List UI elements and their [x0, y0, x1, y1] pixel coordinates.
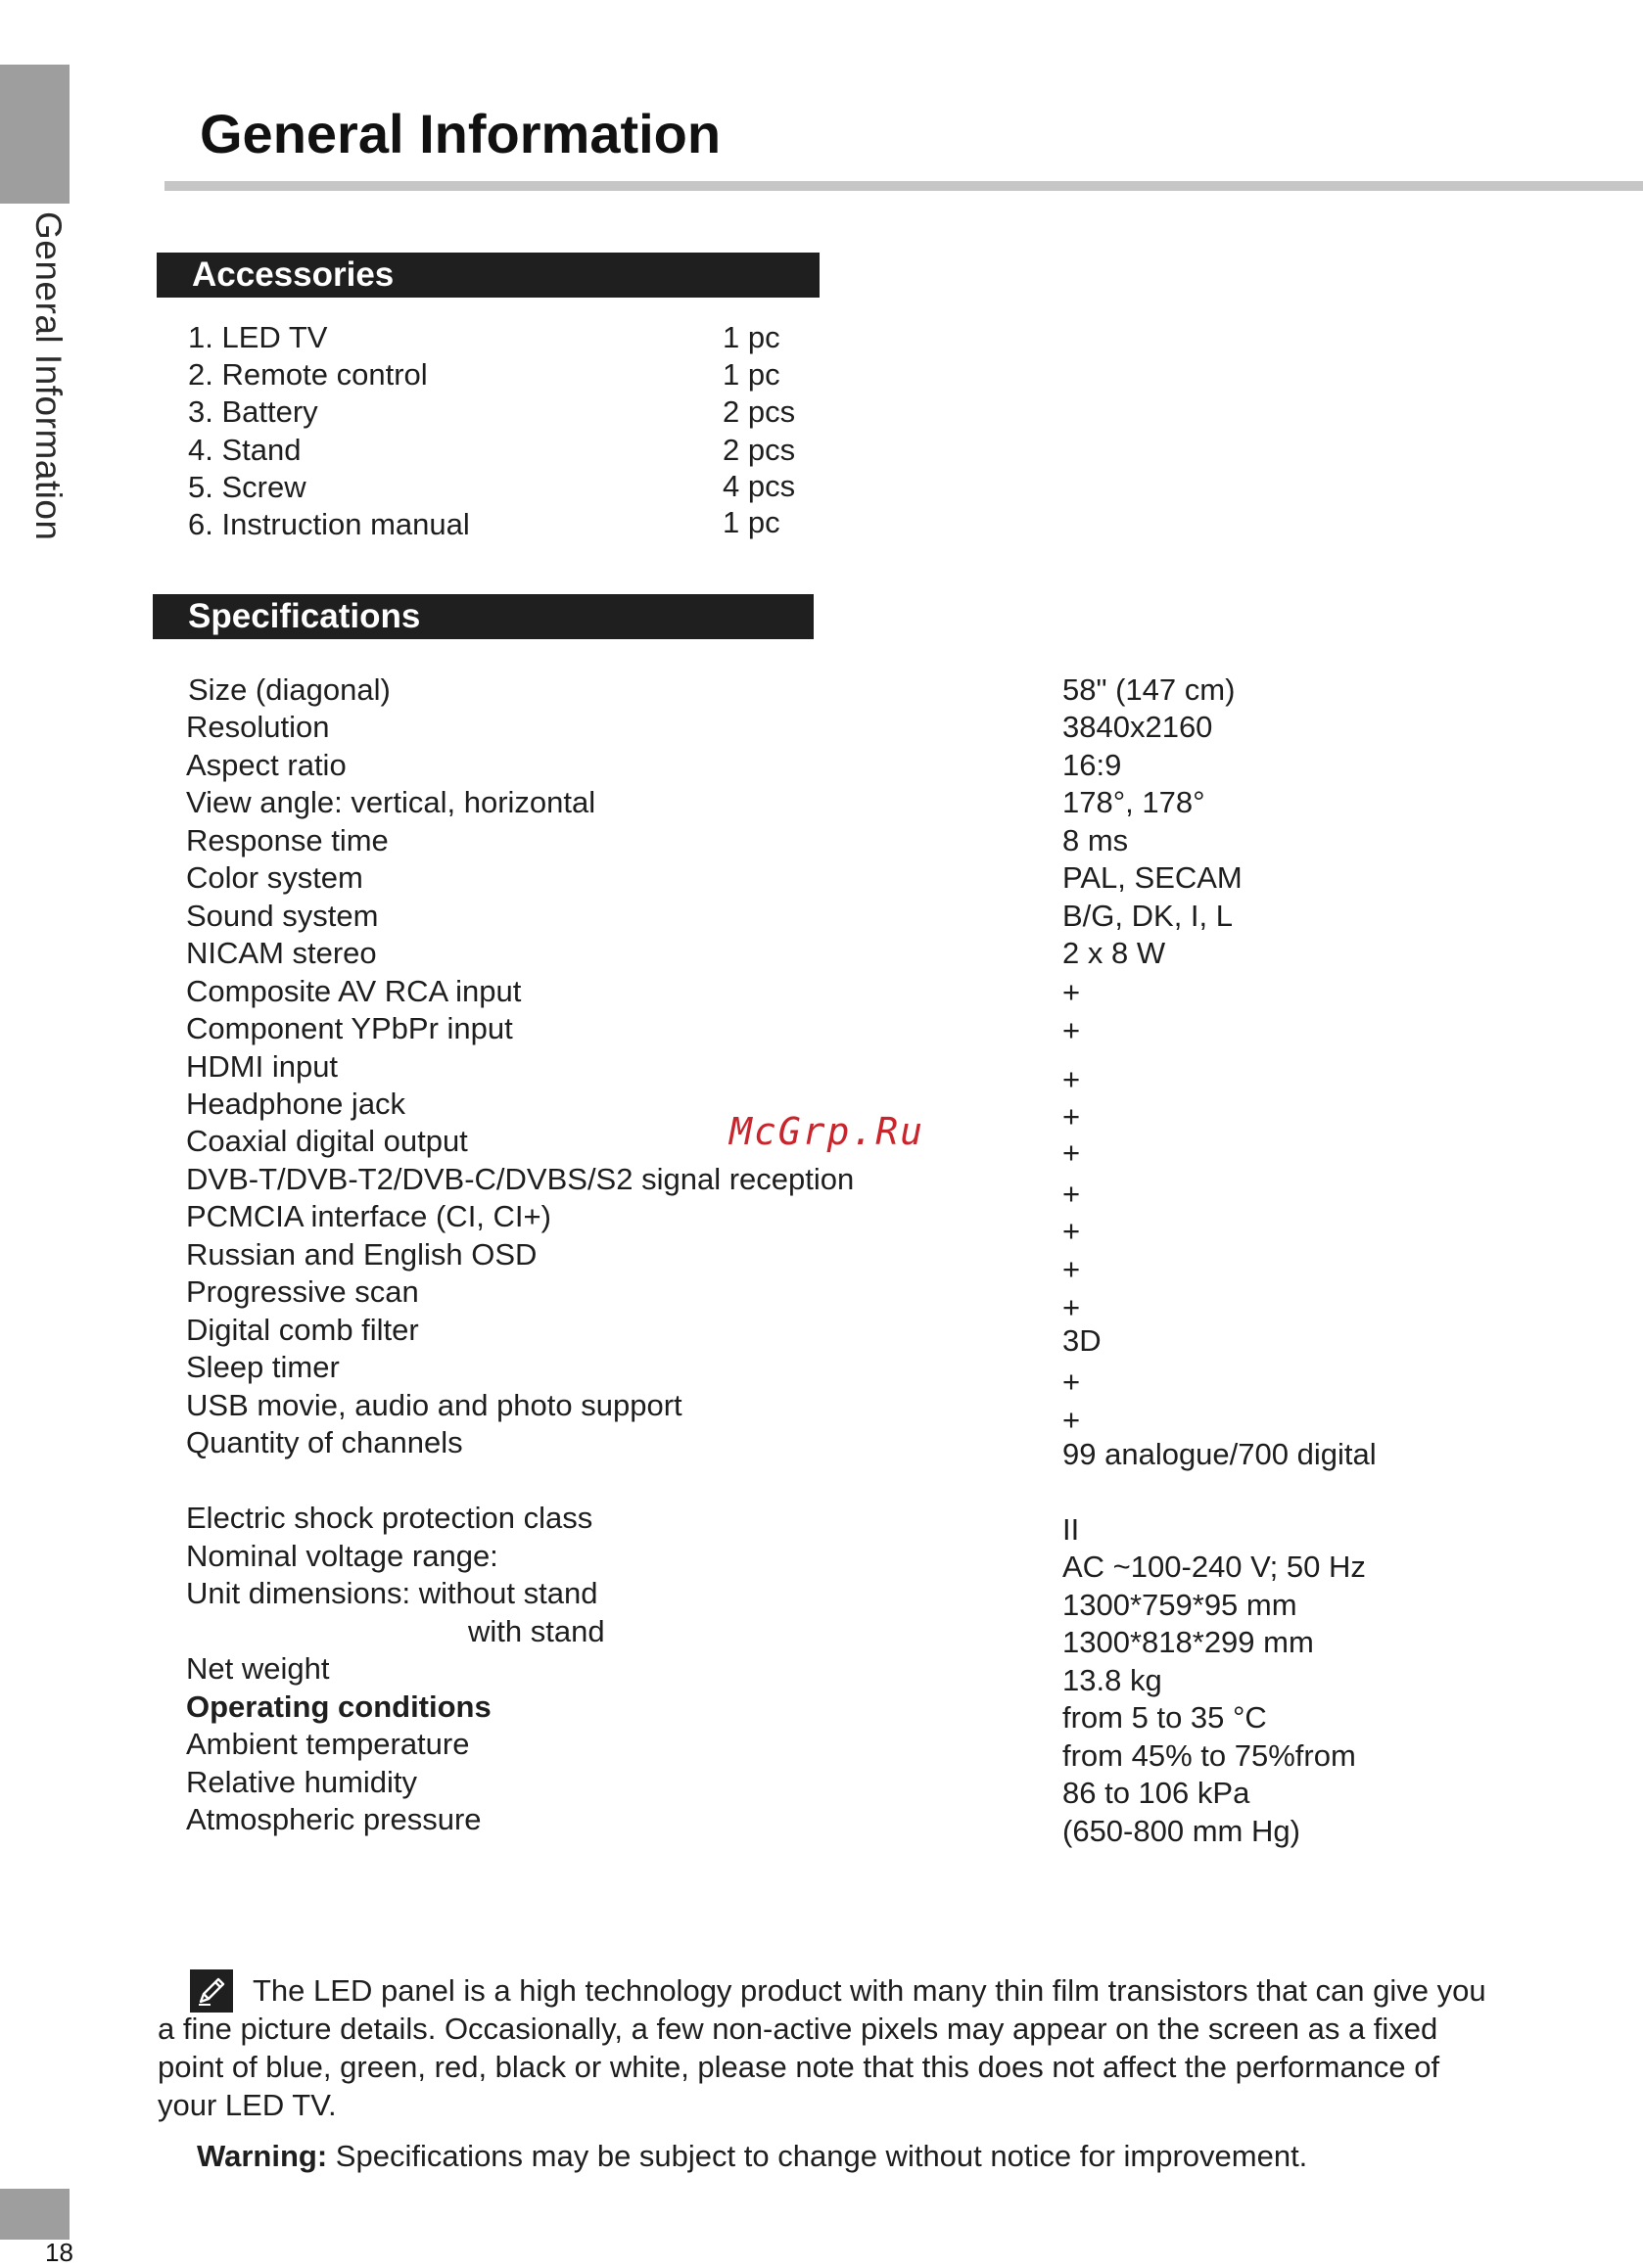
spec-label: Aspect ratio [186, 748, 347, 782]
spec-label: Net weight [186, 1651, 330, 1686]
spec-label: Response time [186, 823, 389, 857]
spec-value: + [1062, 1214, 1081, 1248]
spec-value: + [1062, 975, 1081, 1009]
spec-label: Quantity of channels [186, 1425, 463, 1459]
spec-value: 13.8 kg [1062, 1663, 1162, 1697]
spec-label: DVB-T/DVB-T2/DVB-C/DVBS/S2 signal reception [186, 1162, 855, 1196]
spec-value: + [1062, 1252, 1081, 1286]
spec-value: 3840x2160 [1062, 710, 1213, 744]
spec-label: Resolution [186, 710, 330, 744]
spec-value: + [1062, 1099, 1081, 1134]
spec-label-operating-conditions: Operating conditions [186, 1689, 492, 1724]
spec-value: 99 analogue/700 digital [1062, 1437, 1377, 1471]
spec-label: Relative humidity [186, 1765, 418, 1799]
spec-label: Component YPbPr input [186, 1011, 513, 1045]
watermark-text: McGrp.Ru [729, 1110, 925, 1153]
spec-label: Color system [186, 860, 363, 895]
spec-value: + [1062, 1013, 1081, 1047]
spec-value: from 5 to 35 °C [1062, 1700, 1267, 1735]
accessory-item-qty: 1 pc [723, 320, 780, 354]
spec-label: Electric shock protection class [186, 1501, 593, 1535]
spec-label: with stand [468, 1614, 605, 1648]
spec-label: Progressive scan [186, 1274, 419, 1309]
accessory-item-name: 1. LED TV [188, 320, 328, 354]
spec-label: Ambient temperature [186, 1727, 470, 1761]
side-section-label: General Information [28, 211, 69, 541]
spec-value: 8 ms [1062, 823, 1129, 857]
spec-value: 1300*759*95 mm [1062, 1588, 1297, 1622]
warning-text: Specifications may be subject to change without notice for improvement. [327, 2139, 1308, 2173]
accessory-item-qty: 1 pc [723, 505, 780, 539]
accessory-item-name: 4. Stand [188, 433, 302, 467]
accessory-item-qty: 2 pcs [723, 394, 796, 429]
spec-label: Size (diagonal) [188, 672, 391, 707]
spec-label: Nominal voltage range: [186, 1539, 498, 1573]
spec-label: Sleep timer [186, 1350, 340, 1384]
spec-value: 86 to 106 kPa [1062, 1776, 1250, 1810]
spec-value: from 45% to 75%from [1062, 1738, 1356, 1773]
accessory-item-qty: 1 pc [723, 357, 780, 392]
spec-label: Coaxial digital output [186, 1124, 468, 1158]
spec-label: USB movie, audio and photo support [186, 1388, 682, 1422]
spec-value: 16:9 [1062, 748, 1122, 782]
spec-value: + [1062, 1365, 1081, 1399]
spec-value: (650-800 mm Hg) [1062, 1814, 1300, 1848]
spec-value: B/G, DK, I, L [1062, 899, 1233, 933]
warning-label: Warning: [197, 2139, 328, 2173]
accessory-item-name: 3. Battery [188, 394, 318, 429]
spec-value: + [1062, 1177, 1081, 1211]
page-title: General Information [200, 103, 722, 164]
spec-value: + [1062, 1062, 1081, 1096]
spec-label: Composite AV RCA input [186, 974, 522, 1008]
note-text: The LED panel is a high technology product with many thin film transistors that can give you a fine picture details. Occasionally, a few non-active pixels may appear on the screen as a fixed point of blue, green, red, black or white, please note that this does not affect the performance of your LED TV. [158, 1973, 1486, 2122]
spec-label: Sound system [186, 899, 379, 933]
spec-label: Headphone jack [186, 1087, 406, 1121]
spec-value: + [1062, 1290, 1081, 1324]
accessories-heading: Accessories [157, 253, 820, 298]
spec-label: Atmospheric pressure [186, 1802, 482, 1836]
side-tab-marker [0, 65, 70, 204]
spec-value: 1300*818*299 mm [1062, 1625, 1314, 1659]
spec-label: View angle: vertical, horizontal [186, 785, 596, 819]
spec-value: 58" (147 cm) [1062, 672, 1236, 707]
spec-value: 2 x 8 W [1062, 936, 1166, 970]
title-divider [164, 181, 1643, 191]
accessory-item-qty: 4 pcs [723, 469, 796, 503]
spec-label: Digital comb filter [186, 1313, 419, 1347]
spec-label: PCMCIA interface (CI, CI+) [186, 1199, 551, 1233]
note-paragraph [158, 1971, 1499, 2124]
spec-value: PAL, SECAM [1062, 860, 1243, 895]
spec-label: Russian and English OSD [186, 1237, 538, 1272]
spec-value: 178°, 178° [1062, 785, 1205, 819]
accessory-item-name: 2. Remote control [188, 357, 428, 392]
page-number: 18 [45, 2238, 73, 2267]
accessory-item-qty: 2 pcs [723, 433, 796, 467]
spec-value: + [1062, 1403, 1081, 1437]
spec-value: II [1062, 1512, 1080, 1547]
page-tab-marker [0, 2189, 70, 2240]
spec-label: NICAM stereo [186, 936, 377, 970]
spec-label: HDMI input [186, 1049, 339, 1084]
accessory-item-name: 6. Instruction manual [188, 507, 470, 541]
warning-line [197, 2139, 1307, 2174]
specifications-heading: Specifications [153, 594, 814, 639]
accessory-item-name: 5. Screw [188, 470, 306, 504]
spec-value: 3D [1062, 1323, 1102, 1358]
spec-label: Unit dimensions: without stand [186, 1576, 598, 1610]
spec-value: + [1062, 1135, 1081, 1170]
spec-value: AC ~100-240 V; 50 Hz [1062, 1550, 1366, 1584]
